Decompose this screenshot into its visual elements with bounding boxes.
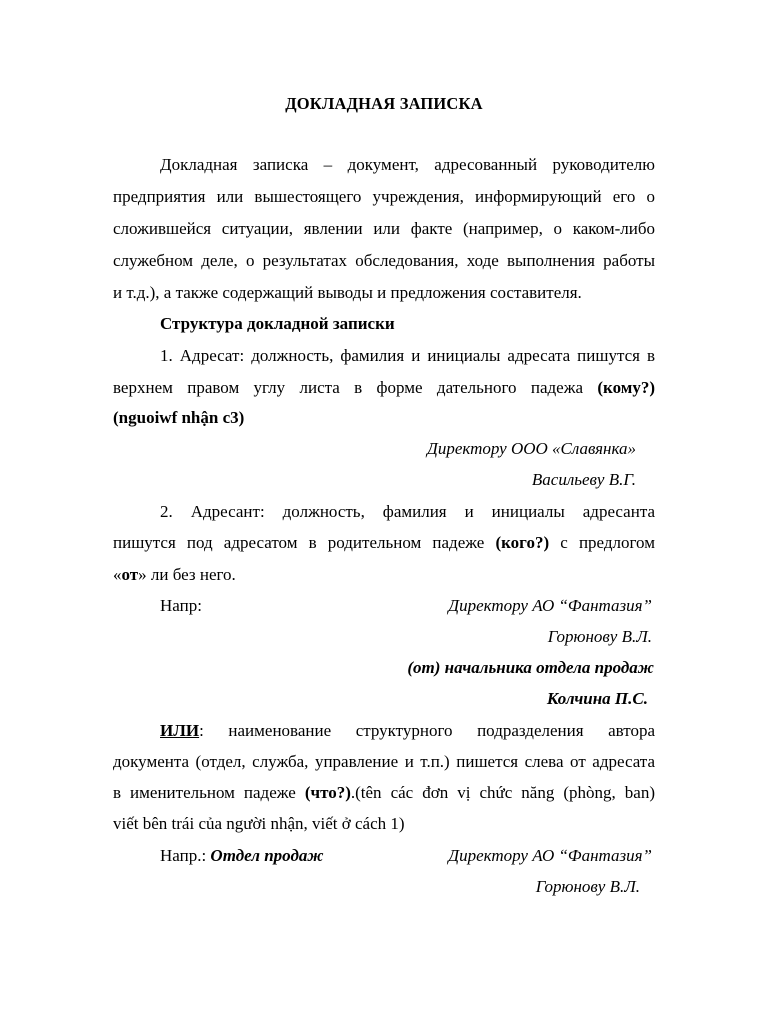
structure-heading: Структура докладной записки xyxy=(160,314,395,333)
item3-line-4: viết bên trái của người nhận, viết ở cách 1) xyxy=(113,814,405,833)
item2-example-sender-name: Колчина П.С. xyxy=(546,689,648,708)
item2-line-3 xyxy=(113,564,236,586)
item2-question-whose: (кого?) xyxy=(495,533,550,552)
item3-example-department: Отдел продаж xyxy=(210,846,324,865)
item3-line-1-rest: : наименование структурного подразделения автора xyxy=(199,721,655,740)
item1-line-2-text: верхнем правом углу листа в форме дательного падежа xyxy=(113,378,598,397)
item2-example-addressee: Директору АО “Фантазия” xyxy=(448,596,652,615)
item3-example-addressee-name: Горюнову В.Л. xyxy=(535,877,640,896)
item2-line-2-text-b: с предлогом xyxy=(549,533,655,552)
intro-line-2: предприятия или вышестоящего учреждения, информирующий его о xyxy=(113,187,655,206)
item3-ili: ИЛИ xyxy=(160,721,200,740)
item2-line-2 xyxy=(113,532,655,554)
intro-line-5: и т.д.), а также содержащий выводы и предложения составителя. xyxy=(113,283,582,302)
item1-line-2 xyxy=(113,377,655,399)
item1-example-addressee: Директору ООО «Славянка» xyxy=(427,439,636,458)
item2-quote-open: « xyxy=(113,565,122,584)
item1-line-1: 1. Адресат: должность, фамилия и инициалы адресата пишутся в xyxy=(160,346,655,365)
item3-example-label-text: Напр.: xyxy=(160,846,211,865)
item2-quote-close: » xyxy=(138,565,147,584)
item2-line-3-rest: ли без него. xyxy=(146,565,236,584)
item3-line-2: документа (отдел, служба, управление и т.п.) пишется слева от адресата xyxy=(113,752,655,771)
item1-line-3: (nguoiwf nhận c3) xyxy=(113,408,245,427)
item2-line-1: 2. Адресант: должность, фамилия и инициалы адресанта xyxy=(160,502,655,521)
item2-line-2-text-a: пишутся под адресатом в родительном падеже xyxy=(113,533,496,552)
item1-question-whom: (кому?) xyxy=(597,378,655,397)
item3-line-3-text: в именительном падеже xyxy=(113,783,305,802)
item2-example-addressee-name: Горюнову В.Л. xyxy=(547,627,652,646)
item3-line-3 xyxy=(113,782,655,804)
item2-preposition-ot: от xyxy=(121,565,139,584)
intro-line-1: Докладная записка – документ, адресованный руководителю xyxy=(160,155,655,174)
item3-question-what: (что?) xyxy=(304,783,351,802)
item3-example-addressee: Директору АО “Фантазия” xyxy=(448,846,652,865)
document-title: ДОКЛАДНАЯ ЗАПИСКА xyxy=(285,94,483,113)
intro-line-3: сложившейся ситуации, явлении или факте (например, о каком-либо xyxy=(113,219,655,238)
intro-line-4: служебном деле, о результатах обследования, ходе выполнения работы xyxy=(113,251,655,270)
item1-example-name: Васильеву В.Г. xyxy=(531,470,636,489)
item2-example-sender-title: (от) начальника отдела продаж xyxy=(407,658,654,677)
item3-line-3-rest: .(tên các đơn vị chức năng (phòng, ban) xyxy=(350,783,655,802)
item2-example-label: Напр: xyxy=(160,596,202,615)
item3-line-1 xyxy=(160,720,655,742)
